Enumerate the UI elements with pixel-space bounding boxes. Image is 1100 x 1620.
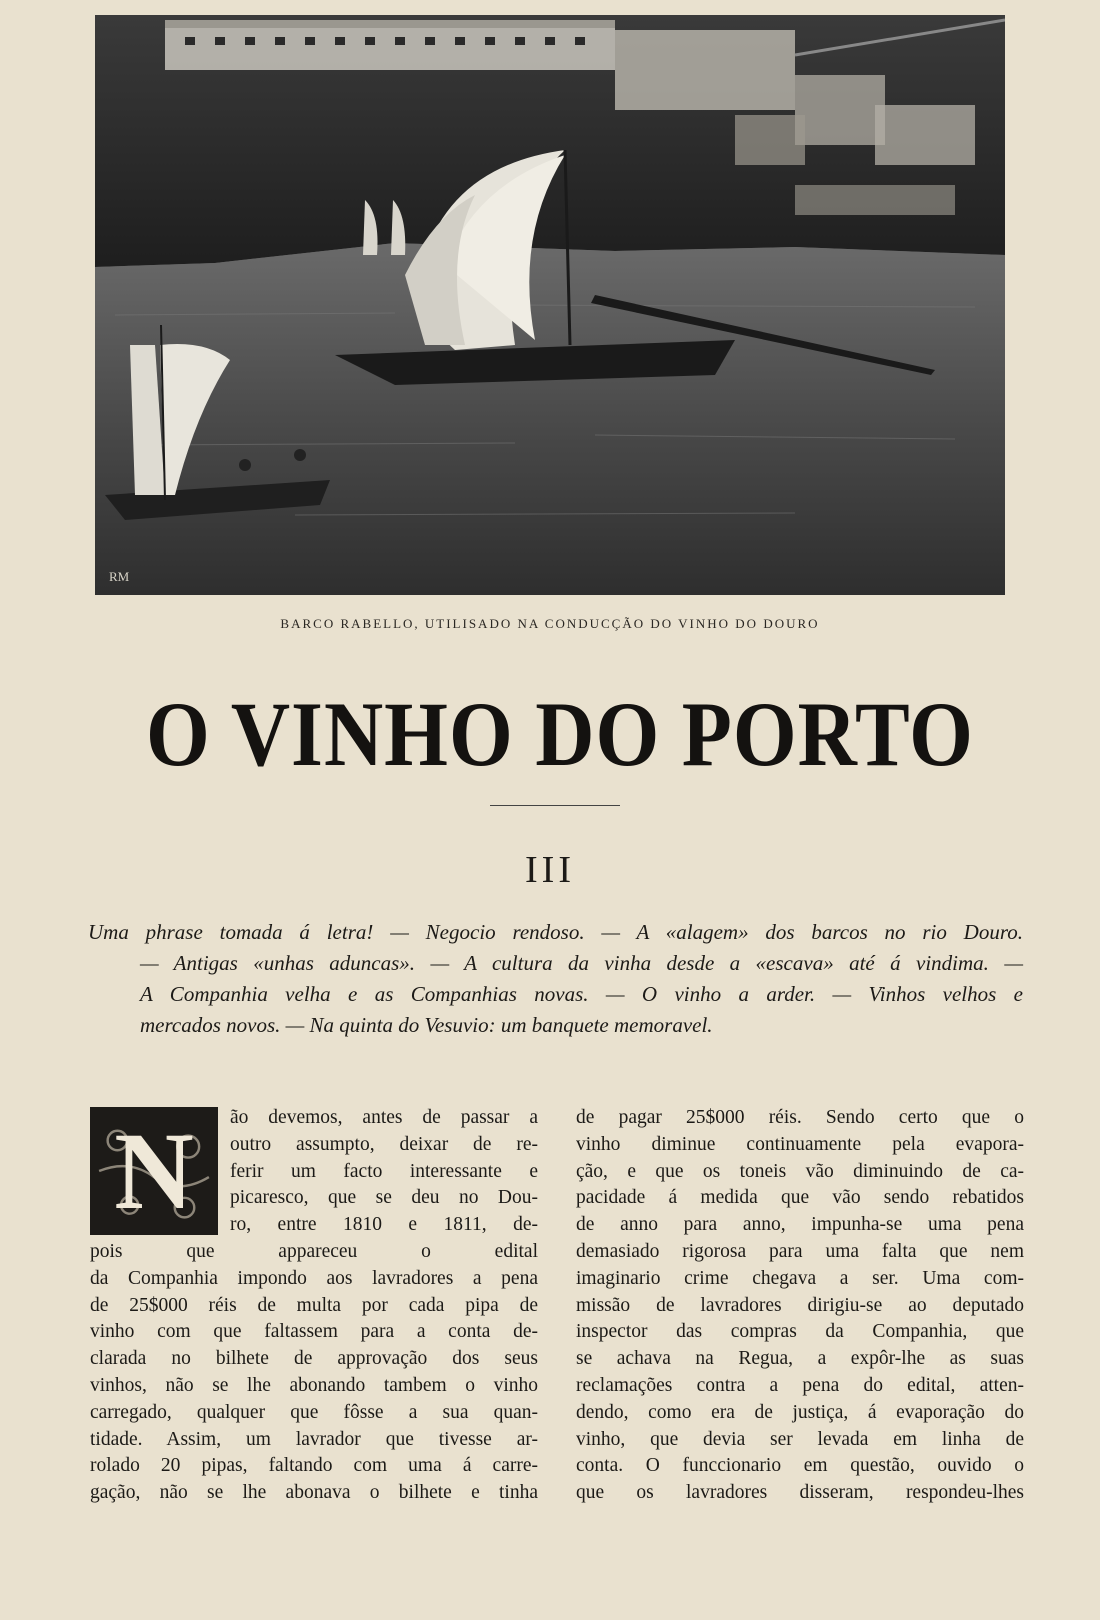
- body-line: conta. O funccionario em questão, ouvido o: [576, 1455, 1024, 1477]
- dropcap-letter: N: [114, 1110, 194, 1232]
- chapter-summary: [88, 917, 1023, 1041]
- body-line: reclamações contra a pena do edital, atten-: [576, 1374, 1024, 1396]
- body-line: pois que appareceu o edital: [90, 1241, 538, 1262]
- summary-line: A Companhia velha e as Companhias novas. — O vinho a arder. — Vinhos velhos e: [140, 982, 1023, 1006]
- left-column: [90, 1105, 538, 1507]
- body-line: vinho diminue continuamente pela evapora-: [576, 1133, 1024, 1155]
- body-line: se achava na Regua, a expôr-lhe as suas: [576, 1348, 1024, 1370]
- body-line: demasiado rigorosa para uma falta que nem: [576, 1240, 1024, 1262]
- title-divider: [490, 805, 620, 806]
- body-line: carregado, qualquer que fôsse a sua quan-: [90, 1401, 538, 1423]
- body-line: da Companhia impondo aos lavradores a pena: [90, 1267, 538, 1289]
- body-line: ferir um facto interessante e: [230, 1160, 538, 1182]
- body-line: picaresco, que se deu no Dou-: [230, 1187, 538, 1209]
- body-line: ão devemos, antes de passar a: [230, 1107, 538, 1128]
- right-column: [576, 1105, 1024, 1507]
- body-line: rolado 20 pipas, faltando com uma á carre-: [90, 1455, 538, 1477]
- body-line: gação, não se lhe abonava o bilhete e tinha: [90, 1482, 538, 1504]
- article-title: O VINHO DO PORTO: [146, 683, 974, 786]
- body-line: que os lavradores disseram, respondeu-lhes: [576, 1482, 1024, 1504]
- body-line: dendo, como era de justiça, á evaporação do: [576, 1401, 1024, 1423]
- body-line: vinho com que faltassem para a conta de-: [90, 1321, 538, 1343]
- summary-line: — Antigas «unhas aduncas». — A cultura da vinha desde a «escava» até á vindima. —: [140, 951, 1023, 975]
- ornamental-dropcap: [90, 1107, 218, 1235]
- river-boat-illustration: [95, 15, 1005, 595]
- section-number: III: [525, 849, 575, 891]
- body-line: de anno para anno, impunha-se uma pena: [576, 1214, 1024, 1236]
- photo-caption: BARCO RABELLO, UTILISADO NA CONDUCÇÃO DO VINHO DO DOURO: [280, 616, 820, 631]
- body-line: tidade. Assim, um lavrador que tivesse ar-: [90, 1428, 538, 1450]
- body-line: pacidade á medida que vão sendo rebatidos: [576, 1187, 1024, 1209]
- body-line: ção, e que os toneis vão diminuindo de ca-: [576, 1160, 1024, 1182]
- body-line: de 25$000 réis de multa por cada pipa de: [90, 1294, 538, 1316]
- body-line: ro, entre 1810 e 1811, de-: [230, 1214, 538, 1236]
- body-line: inspector das compras da Companhia, que: [576, 1321, 1024, 1343]
- body-line: missão de lavradores dirigiu-se ao deputado: [576, 1294, 1024, 1316]
- photo-monogram: RM: [109, 569, 130, 584]
- body-line: clarada no bilhete de approvação dos seus: [90, 1348, 538, 1370]
- body-line: outro assumpto, deixar de re-: [230, 1133, 538, 1155]
- body-line: vinho, que devia ser levada em linha de: [576, 1428, 1024, 1450]
- body-line: vinhos, não se lhe abonando tambem o vinho: [90, 1374, 538, 1396]
- body-line: de pagar 25$000 réis. Sendo certo que o: [576, 1107, 1024, 1128]
- photo-barco-rabello: [95, 15, 1005, 595]
- summary-line: Uma phrase tomada á letra! — Negocio rendoso. — A «alagem» dos barcos no rio Douro.: [88, 920, 1023, 944]
- body-line: imaginario crime chegava a ser. Uma com-: [576, 1267, 1024, 1289]
- summary-line: mercados novos. — Na quinta do Vesuvio: um banquete memoravel.: [140, 1013, 713, 1037]
